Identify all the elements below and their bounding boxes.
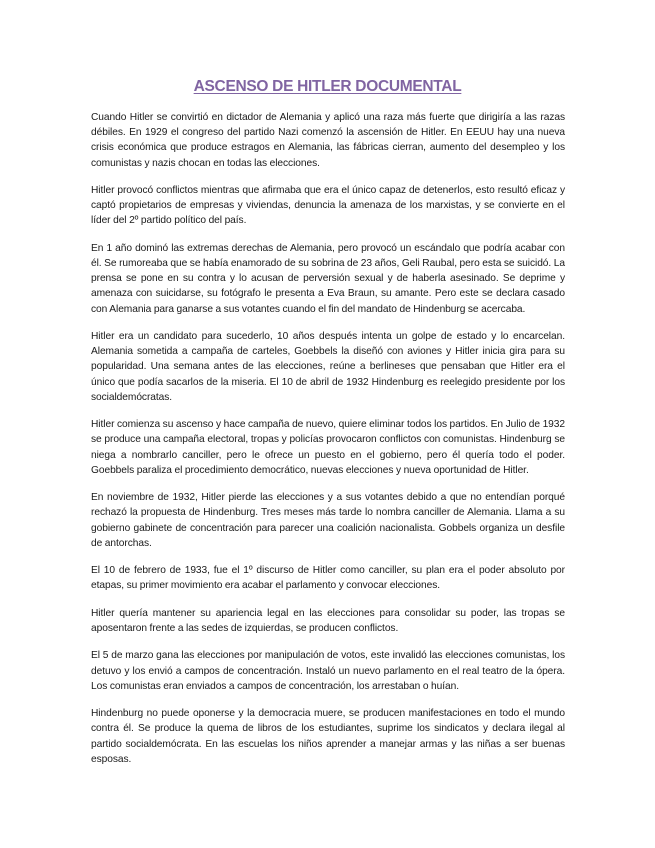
paragraph-1: Cuando Hitler se convirtió en dictador de Alemania y aplicó una raza más fuerte que dirigiría a las razas débiles. En 1929 el congreso del partido Nazi comenzó la ascensión de Hitler. En EEUU hay una nueva crisis económica que produce estragos en Alemania, las fábricas cierran, aumento del desempleo y los comunistas y nazis chocan en todas las elecciones. [91,112,565,169]
paragraph-4: Hitler era un candidato para sucederlo, 10 años después intenta un golpe de estado y lo encarcelan. Alemania sometida a campaña de carteles, Goebbels la diseñó con aviones y Hitler inicia gira para su popularidad. Una semana antes de las elecciones, reúne a berlineses que pensaban que Hitler era el único que podía sacarlos de la miseria. El 10 de abril de 1932 Hindenburg es reelegido presidente por los socialdemócratas. [91,331,565,403]
paragraph-8: Hitler quería mantener su apariencia legal en las elecciones para consolidar su poder, las tropas se aposentaron frente a las sedes de izquierdas, se producen conflictos. [91,607,565,634]
paragraph-10: Hindenburg no puede oponerse y la democracia muere, se producen manifestaciones en todo el mundo contra él. Se produce la quema de libros de los estudiantes, suprime los sindicatos y declara ilegal al partido socialdemócrata. En las escuelas los niños aprender a manejar armas y las niñas a ser buenas esposas. [91,708,565,765]
paragraph-6: En noviembre de 1932, Hitler pierde las elecciones y a sus votantes debido a que no entendían porqué rechazó la propuesta de Hindenburg. Tres meses más tarde lo nombra canciller de Alemania. Llama a su gobierno gabinete de concentración para parecer una coalición nacionalista. Gobbels organiza un desfile de antorchas. [91,492,565,549]
document-body [91,110,565,779]
paragraph-7: El 10 de febrero de 1933, fue el 1º discurso de Hitler como canciller, su plan era el poder absoluto por etapas, su primer movimiento era acabar el parlamento y convocar elecciones. [91,565,565,592]
paragraph-3: En 1 año dominó las extremas derechas de Alemania, pero provocó un escándalo que podría acabar con él. Se rumoreaba que se había enamorado de su sobrina de 23 años, Geli Raubal, pero esta se suicidó. La prensa se pone en su contra y lo acusan de perversión sexual y de haberla asesinado. Se deprime y amenaza con suicidarse, su fotógrafo le presenta a Eva Braun, su amante. Pero este se declara casado con Alemania para ganarse a sus votantes cuando el fin del mandato de Hindenburg se acercaba. [91,242,565,315]
paragraph-5: Hitler comienza su ascenso y hace campaña de nuevo, quiere eliminar todos los partidos. En Julio de 1932 se produce una campaña electoral, tropas y policías provocaron conflictos con comunistas. Hindenburg se niega a nombrarlo canciller, pero le ofrece un puesto en el gobierno, pero él quería todo el poder. Goebbels paraliza el procedimiento democrático, nuevas elecciones y nueva oportunidad de Hitler. [91,419,565,476]
paragraph-9: El 5 de marzo gana las elecciones por manipulación de votos, este invalidó las elecciones comunistas, los detuvo y los envió a campos de concentración. Instaló un nuevo parlamento en el real teatro de la ópera. Los comunistas eran enviados a campos de concentración, los arrestaban o huían. [91,650,565,692]
document-title: ASCENSO DE HITLER DOCUMENTAL [193,78,462,95]
paragraph-2: Hitler provocó conflictos mientras que afirmaba que era el único capaz de detenerlos, esto resultó eficaz y captó propietarios de empresas y viviendas, denuncia la amenaza de los marxistas, y se convierte en el líder del 2º partido político del país. [91,185,565,227]
